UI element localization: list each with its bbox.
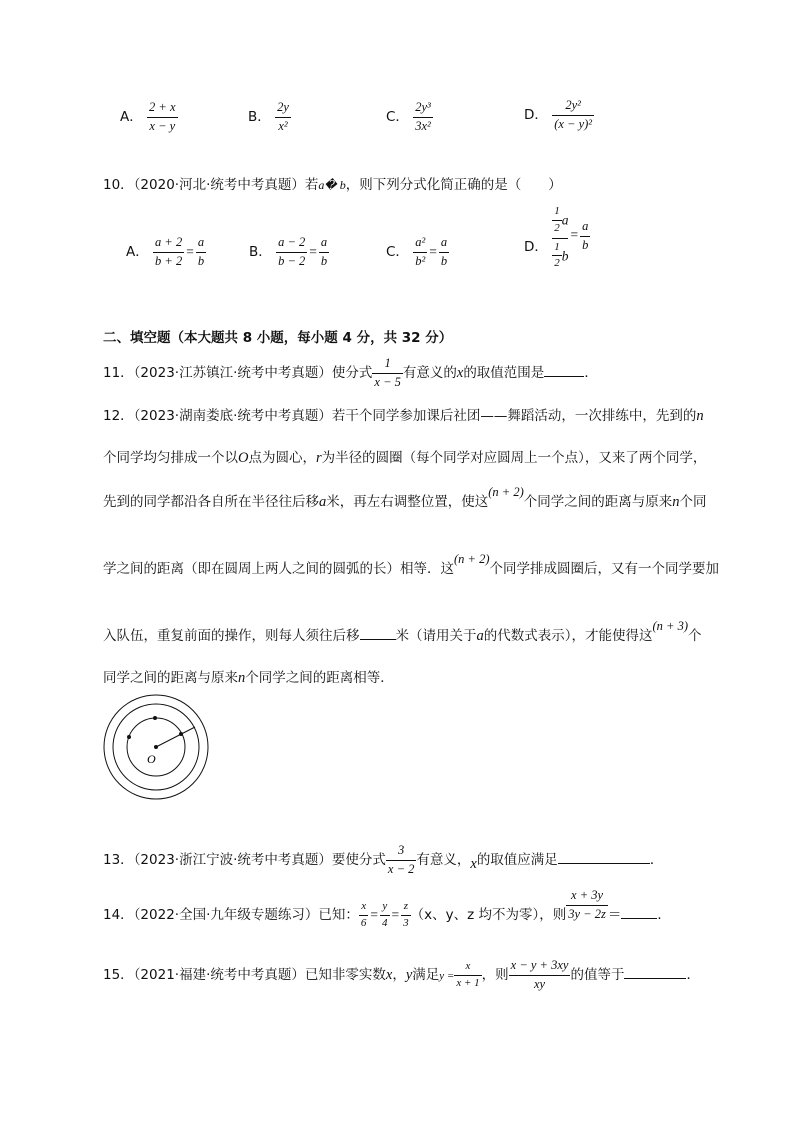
question-source: （2023·湖南娄底·统考中考真题） [133,408,332,424]
numerator: a [196,235,206,253]
denominator: x + 1 [456,976,480,989]
question-text: 米，再左右调整位置，使这 [326,494,489,510]
fraction [386,843,416,877]
fraction [196,235,206,269]
question-text: 个同学排成圆圈后，又有一个同学要加 [489,561,720,577]
question-10 [103,173,562,193]
question-source: （2022·全国·九年级专题练习） [133,907,319,924]
q12-line-1 [103,404,704,425]
q12-line-2 [103,446,706,467]
denominator: b [197,253,205,268]
point [179,732,183,736]
question-text: 个同 [679,494,707,510]
equals-sign: = [186,244,194,260]
fraction [401,900,411,931]
question-source: （2020·河北·统考中考真题） [133,177,305,193]
question-text: 的取值范围是 [463,365,545,382]
question-text: 个 [688,628,702,644]
question-text: 有意义， [416,852,471,869]
fraction [454,960,481,991]
question-text: 若 [304,177,319,193]
numerator: a [580,219,590,237]
numerator: 2y³ [413,100,433,118]
question-text: 已知： [318,907,359,924]
variable: n [238,670,246,686]
fraction [153,235,184,269]
punctuation: ， [392,967,406,984]
option-label: D． [524,107,548,124]
denominator: 3 [403,916,409,929]
numerator: 1 [372,356,402,374]
variable: b [561,247,569,263]
section-title: 二、填空题（本大题共 8 小题，每小题 4 分，共 32 分） [103,330,453,346]
question-source: （2023·浙江宁波·统考中考真题） [133,852,332,869]
variable: x [470,856,477,873]
fraction [147,100,177,134]
answer-blank[interactable] [621,906,657,919]
denominator: b − 2 [278,253,306,268]
radius-line [156,727,195,747]
fraction [509,958,571,992]
fraction [372,356,402,390]
condition: a� b [318,178,346,192]
q10-option-a [126,235,206,269]
math-expression: (n + 2) [488,485,524,499]
question-text: ，则 [481,967,509,984]
question-text: 先到的同学都沿各自所在半径往后移 [103,494,319,510]
variable: n [696,408,704,424]
q9-option-a [120,100,178,134]
variable: O [238,450,249,466]
denominator: b [582,237,589,252]
fraction [275,100,291,134]
denominator: (x − y)² [554,116,593,131]
answer-blank[interactable] [624,966,686,979]
denominator: b [320,253,328,268]
math-expression: (n + 2) [454,552,490,566]
answer-blank[interactable] [360,627,396,640]
q12-line-6 [103,666,394,687]
question-text: 要使分式 [331,852,386,869]
question-text: 个同学之间的距离相等． [245,670,394,686]
point [153,716,157,720]
fraction [552,98,594,132]
complex-fraction [552,205,568,271]
question-text: 已知非零实数 [304,967,386,984]
question-14 [103,888,671,932]
question-15 [103,958,700,992]
q12-line-4 [103,552,720,577]
question-text: 若干个同学参加课后社团——舞蹈活动，一次排练中，先到的 [331,408,697,424]
numerator: 2 + x [147,100,177,118]
numerator: x + 3y [566,888,608,906]
answer-blank[interactable] [544,364,584,377]
question-source: （2023·江苏镇江·统考中考真题） [133,365,332,382]
question-13 [103,843,663,877]
denominator: xy [533,976,546,991]
math-expression: y = [439,970,455,983]
option-label: B． [249,244,272,261]
q12-line-3 [103,485,707,511]
denominator: 2 [554,221,560,234]
fraction [439,235,449,269]
punctuation: ． [584,365,598,382]
option-label: D． [524,239,548,255]
question-number: 12． [103,408,134,424]
numerator: 1 [552,241,562,257]
fraction [413,100,433,134]
question-text: ，则下列分式化简正确的是（ ） [345,177,562,193]
point [127,735,131,739]
complex-numerator [552,205,568,239]
option-label: C． [386,109,409,126]
question-text: 米（请用关于 [395,628,477,644]
fraction [552,205,562,236]
q12-line-5 [103,619,702,645]
denominator: x − y [149,118,176,133]
numerator: x − y + 3xy [509,958,571,976]
punctuation: ． [657,907,671,924]
numerator: 2y [275,100,291,118]
numerator: 2y² [552,98,594,116]
variable: a [476,628,484,644]
option-label: B． [248,109,271,126]
question-text: 入队伍，重复前面的操作，则每人须往后移 [103,628,360,644]
center-point [154,745,158,749]
complex-denominator [552,239,568,272]
q10-option-b [249,235,329,269]
fraction [380,900,390,931]
question-number: 14． [103,907,134,924]
numerator: a + 2 [153,235,184,253]
question-text: 有意义的 [402,365,457,382]
question-11 [103,356,598,390]
denominator: b + 2 [155,253,183,268]
numerator: a − 2 [276,235,307,253]
numerator: a [439,235,449,253]
answer-blank[interactable] [558,851,650,864]
denominator: x² [278,118,288,133]
equals-sign: = [370,907,379,923]
denominator: b [440,253,448,268]
question-text: 个同学均匀排成一个以 [103,450,238,466]
question-text: （x、y、z 均不为零），则 [410,907,567,924]
variable: x [456,365,464,382]
variable: y [405,967,413,984]
numerator: a [319,235,329,253]
question-number: 13． [103,852,134,869]
numerator: 3 [386,843,416,861]
question-text: 个同学之间的距离与原来 [523,494,673,510]
equals-sign: = [429,244,437,260]
equals-sign: = [309,244,317,260]
variable: r [315,450,322,466]
denominator: x − 2 [387,861,415,876]
fraction [276,235,307,269]
equals-sign: ＝ [607,907,622,924]
variable: n [672,494,680,510]
fraction [413,235,427,269]
q9-option-b [248,100,291,134]
question-text: 的值等于 [570,967,625,984]
numerator: 1 [552,205,562,221]
question-number: 15． [103,967,134,984]
q9-option-c [386,100,433,134]
q9-option-d [524,98,594,132]
punctuation: ． [649,852,664,869]
numerator: x [359,900,369,916]
question-text: 学之间的距离（即在圆周上两人之间的圆弧的长）相等．这 [103,561,454,577]
fraction [552,241,562,272]
q10-option-d [524,205,590,271]
question-text: 点为圆心， [248,450,316,466]
denominator: 3y − 2z [568,906,606,921]
option-label: C． [386,244,409,261]
denominator: 2 [554,257,560,270]
equals-sign: = [570,227,579,242]
question-text: 满足 [412,967,440,984]
option-label: A． [120,109,143,126]
question-text: 的代数式表示），才能使得这 [483,628,653,644]
denominator: x − 5 [374,374,401,389]
fraction [566,888,608,922]
concentric-circles-figure [100,693,212,805]
center-label: O [147,752,156,766]
variable: a [561,212,569,228]
variable: x [385,967,393,984]
q10-option-c [386,235,449,269]
numerator: a² [413,235,427,253]
numerator: z [401,900,411,916]
question-number: 10． [103,177,134,193]
denominator: 4 [382,916,388,929]
denominator: b² [415,253,426,268]
numerator: y [380,900,390,916]
punctuation: ． [686,967,700,984]
question-text: 使分式 [331,365,373,382]
question-text: 为半径的圆圈（每个同学对应圆周上一个点），又来了两个同学， [321,450,707,466]
question-source: （2021·福建·统考中考真题） [133,967,305,984]
numerator: x [454,960,481,976]
question-text: 的取值应满足 [476,852,558,869]
math-expression: (n + 3) [652,619,689,633]
variable: a [319,494,327,510]
denominator: 3x² [415,118,431,133]
option-label: A． [126,244,149,261]
question-text: 同学之间的距离与原来 [103,670,238,686]
question-number: 11． [103,365,134,382]
fraction [359,900,369,931]
fraction [319,235,329,269]
denominator: 6 [360,916,367,929]
equals-sign: = [391,907,400,923]
fraction [580,219,590,253]
